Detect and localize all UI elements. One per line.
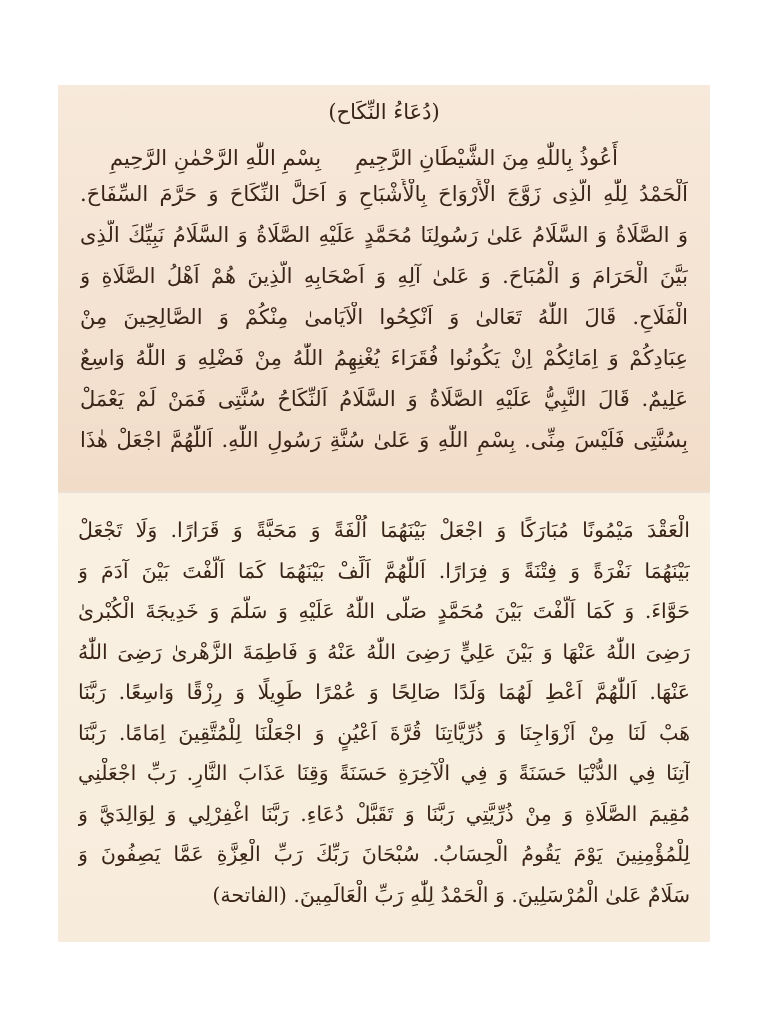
text-line: عِبَادِكُمْ وَ اِمَائِكُمْ اِنْ يَكُونُوا فُقَرَاءَ يُغْنِهِمُ اللّٰهُ مِنْ فَضْلِهِ وَ اللّٰهُ وَاسِعٌ — [80, 346, 688, 370]
text-line: بِسُنَّتِى فَلَيْسَ مِنِّى. بِسْمِ اللّٰهِ وَ عَلىٰ سُنَّةِ رَسُولِ اللّٰهِ. اَللّٰهُمَّ اجْعَلْ هٰذَا — [80, 428, 688, 452]
text-line: اَلْحَمْدُ لِلّٰهِ الَّذِى زَوَّجَ الْأَرْوَاحَ بِالْأَشْبَاحِ وَ اَحَلَّ النِّكَاحَ وَ حَرَّمَ السِّفَاحَ. — [80, 182, 688, 206]
text-line: لِلْمُؤْمِنِينَ يَوْمَ يَقُومُ الْحِسَابُ. سُبْحَانَ رَبِّكَ رَبِّ الْعِزَّةِ عَمَّا يَصِفُونَ وَ — [78, 842, 690, 866]
text-line: مُقِيمَ الصَّلَاةِ وَ مِنْ ذُرِّيَّتِي رَبَّنَا وَ تَقَبَّلْ دُعَاءِ. رَبَّنَا اغْفِرْلِي وَ لِوَالِدَيَّ وَ — [78, 801, 690, 826]
text-line: آتِنَا فِي الدُّنْيَا حَسَنَةً وَ فِي الْآخِرَةِ حَسَنَةً وَقِنَا عَذَابَ النَّارِ. رَبِّ اجْعَلْنِي — [78, 761, 690, 785]
text-line: حَوَّاءَ. وَ كَمَا اَلَّفْتَ بَيْنَ مُحَمَّدٍ صَلَّى اللّٰهُ عَلَيْهِ وَ سَلَّمَ وَ خَدِيجَةَ الْكُبْرىٰ — [78, 599, 690, 623]
text-line: الْفَلَاحِ. قَالَ اللّٰهُ تَعَالىٰ وَ اَنْكِحُوا الْاَيَامىٰ مِنْكُمْ وَ الصَّالِحِينَ مِنْ — [80, 305, 688, 329]
text-line: عَنْهَا. اَللّٰهُمَّ اَعْطِ لَهُمَا وَلَدًا صَالِحًا وَ عُمْرًا طَوِيلًا وَ رِزْقًا وَاسِعًا. رَبَّنَا — [78, 680, 690, 704]
scanned-page-bottom — [58, 493, 710, 942]
text-line: هَبْ لَنَا مِنْ اَزْوَاجِنَا وَ ذُرِّيَّاتِنَا قُرَّةَ اَعْيُنٍ وَ اجْعَلْنَا لِلْمُتَّقِينَ اِمَامًا. رَبَّنَا — [78, 720, 690, 745]
text-line: رَضِىَ اللّٰهُ عَنْهَا وَ بَيْنَ عَلِيٍّ رَضِىَ اللّٰهُ عَنْهُ وَ فَاطِمَةَ الزَّهْرىٰ رَضِىَ اللّٰهُ — [78, 639, 690, 664]
basmala-text: بِسْمِ اللّٰهِ الرَّحْمٰنِ الرَّحِيمِ — [110, 146, 322, 170]
text-line: وَ الصَّلَاةُ وَ السَّلَامُ عَلىٰ رَسُولِنَا مُحَمَّدٍ عَلَيْهِ الصَّلَاةُ وَ السَّلَامُ نَبِيِّكَ الَّذِى — [80, 223, 688, 247]
istiadha-text: أَعُوذُ بِاللّٰهِ مِنَ الشَّيْطَانِ الرَّجِيمِ — [355, 146, 618, 170]
text-line: الْعَقْدَ مَيْمُونًا مُبَارَكًا وَ اجْعَلْ بَيْنَهُمَا اُلْفَةً وَ مَحَبَّةً وَ قَرَارًا. وَلَا تَجْعَلْ — [78, 518, 690, 542]
text-line: بَيَّنَ الْحَرَامَ وَ الْمُبَاحَ. وَ عَلىٰ آلِهِ وَ اَصْحَابِهِ الَّذِينَ هُمْ اَهْلُ الصَّلَاةِ وَ — [80, 264, 688, 288]
text-line: بَيْنَهُمَا نَفْرَةً وَ فِتْنَةً وَ فِرَارًا. اَللّٰهُمَّ اَلِّفْ بَيْنَهُمَا كَمَا اَلَّفْتَ بَيْنَ آدَمَ وَ — [78, 558, 690, 583]
text-line: سَلَامٌ عَلىٰ الْمُرْسَلِينَ. وَ الْحَمْدُ لِلّٰهِ رَبِّ الْعَالَمِينَ. (الفاتحة) — [212, 882, 690, 907]
scanned-page-top — [58, 85, 710, 493]
text-line: عَلِيمٌ. قَالَ النَّبِيُّ عَلَيْهِ الصَّلَاةُ وَ السَّلَامُ اَلنِّكَاحُ سُنَّتِى فَمَنْ لَمْ يَعْمَلْ — [80, 387, 688, 411]
prayer-title: (دُعَاءُ النِّكَاح) — [328, 100, 440, 124]
opening-row — [80, 141, 688, 179]
